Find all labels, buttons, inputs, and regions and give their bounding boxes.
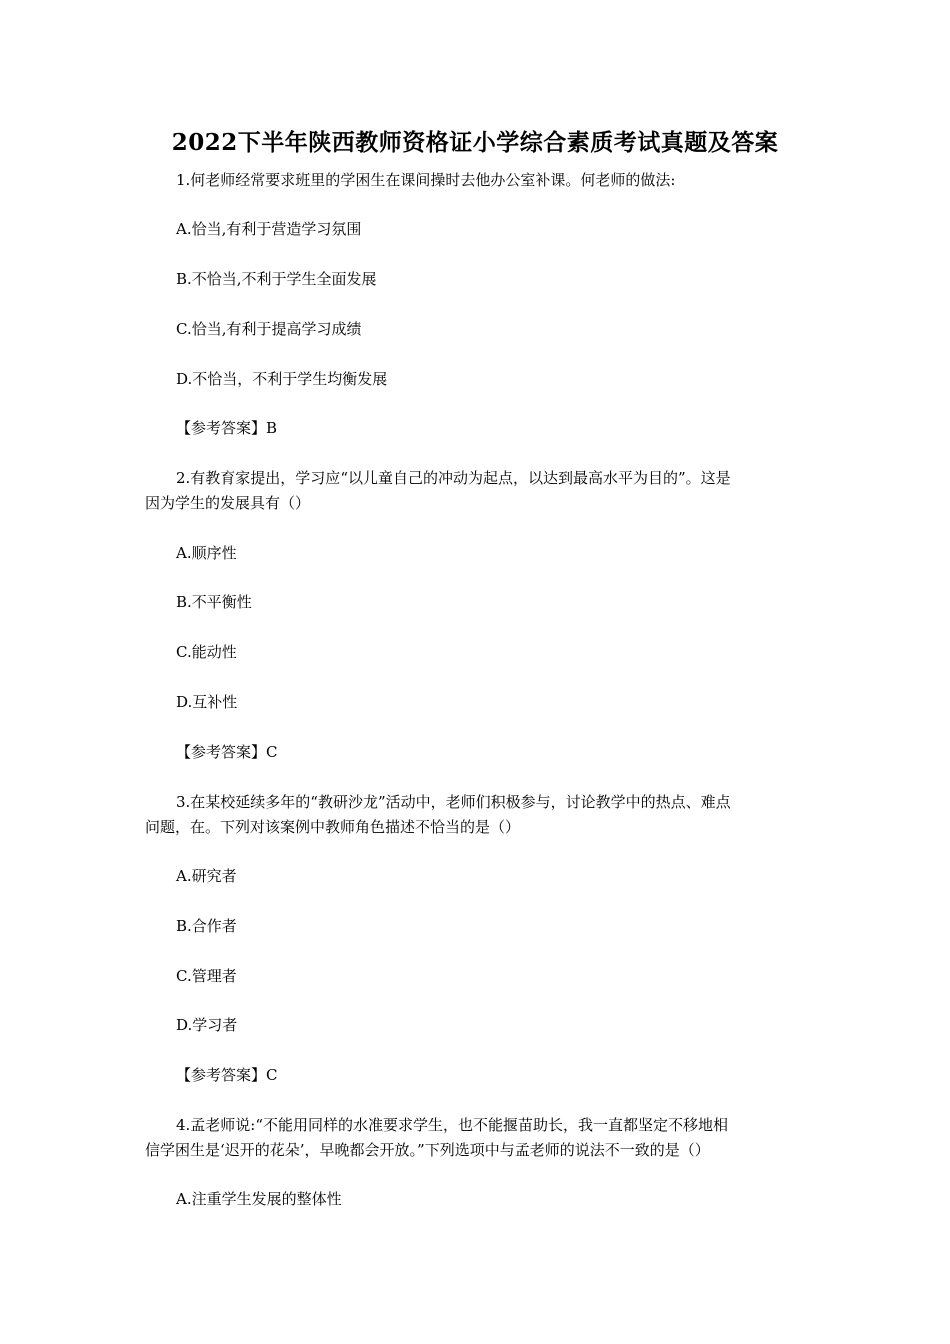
question-3-option-c: C.管理者 bbox=[176, 967, 237, 985]
question-4-stem-line-2: 信学困生是‘迟开的花朵’，早晚都会开放。”下列选项中与孟老师的说法不一致的是（） bbox=[145, 1141, 710, 1159]
question-1-option-d: D.不恰当，不利于学生均衡发展 bbox=[176, 370, 388, 388]
question-2-stem-line-1: 2.有教育家提出，学习应“以儿童自己的冲动为起点，以达到最高水平为目的”。这是 bbox=[176, 469, 731, 487]
question-2-stem-line-2: 因为学生的发展具有（） bbox=[145, 494, 311, 512]
question-4-option-a: A.注重学生发展的整体性 bbox=[176, 1190, 342, 1208]
question-4-stem-line-1: 4.孟老师说:“不能用同样的水准要求学生，也不能揠苗助长，我一直都坚定不移地相 bbox=[176, 1116, 729, 1134]
question-3-answer: 【参考答案】C bbox=[176, 1066, 278, 1084]
question-1-option-c: C.恰当,有利于提高学习成绩 bbox=[176, 320, 362, 338]
question-3-option-b: B.合作者 bbox=[176, 917, 237, 935]
question-2-option-c: C.能动性 bbox=[176, 643, 237, 661]
question-1-option-a: A.恰当,有利于营造学习氛围 bbox=[176, 220, 362, 238]
question-1-stem-line-1: 1.何老师经常要求班里的学困生在课间操时去他办公室补课。何老师的做法: bbox=[176, 171, 676, 189]
question-3-stem-line-1: 3.在某校延续多年的“教研沙龙”活动中，老师们积极参与，讨论教学中的热点、难点 bbox=[176, 793, 731, 811]
question-2-option-b: B.不平衡性 bbox=[176, 593, 252, 611]
question-3-option-d: D.学习者 bbox=[176, 1016, 238, 1034]
question-2-option-d: D.互补性 bbox=[176, 693, 238, 711]
document-title: 2022下半年陕西教师资格证小学综合素质考试真题及答案 bbox=[171, 129, 779, 156]
question-2-answer: 【参考答案】C bbox=[176, 743, 278, 761]
question-2-option-a: A.顺序性 bbox=[176, 544, 237, 562]
question-1-option-b: B.不恰当,不利于学生全面发展 bbox=[176, 270, 377, 288]
question-3-stem-line-2: 问题，在。下列对该案例中教师角色描述不恰当的是（） bbox=[145, 818, 521, 836]
question-3-option-a: A.研究者 bbox=[176, 867, 237, 885]
question-1-answer: 【参考答案】B bbox=[176, 419, 278, 437]
